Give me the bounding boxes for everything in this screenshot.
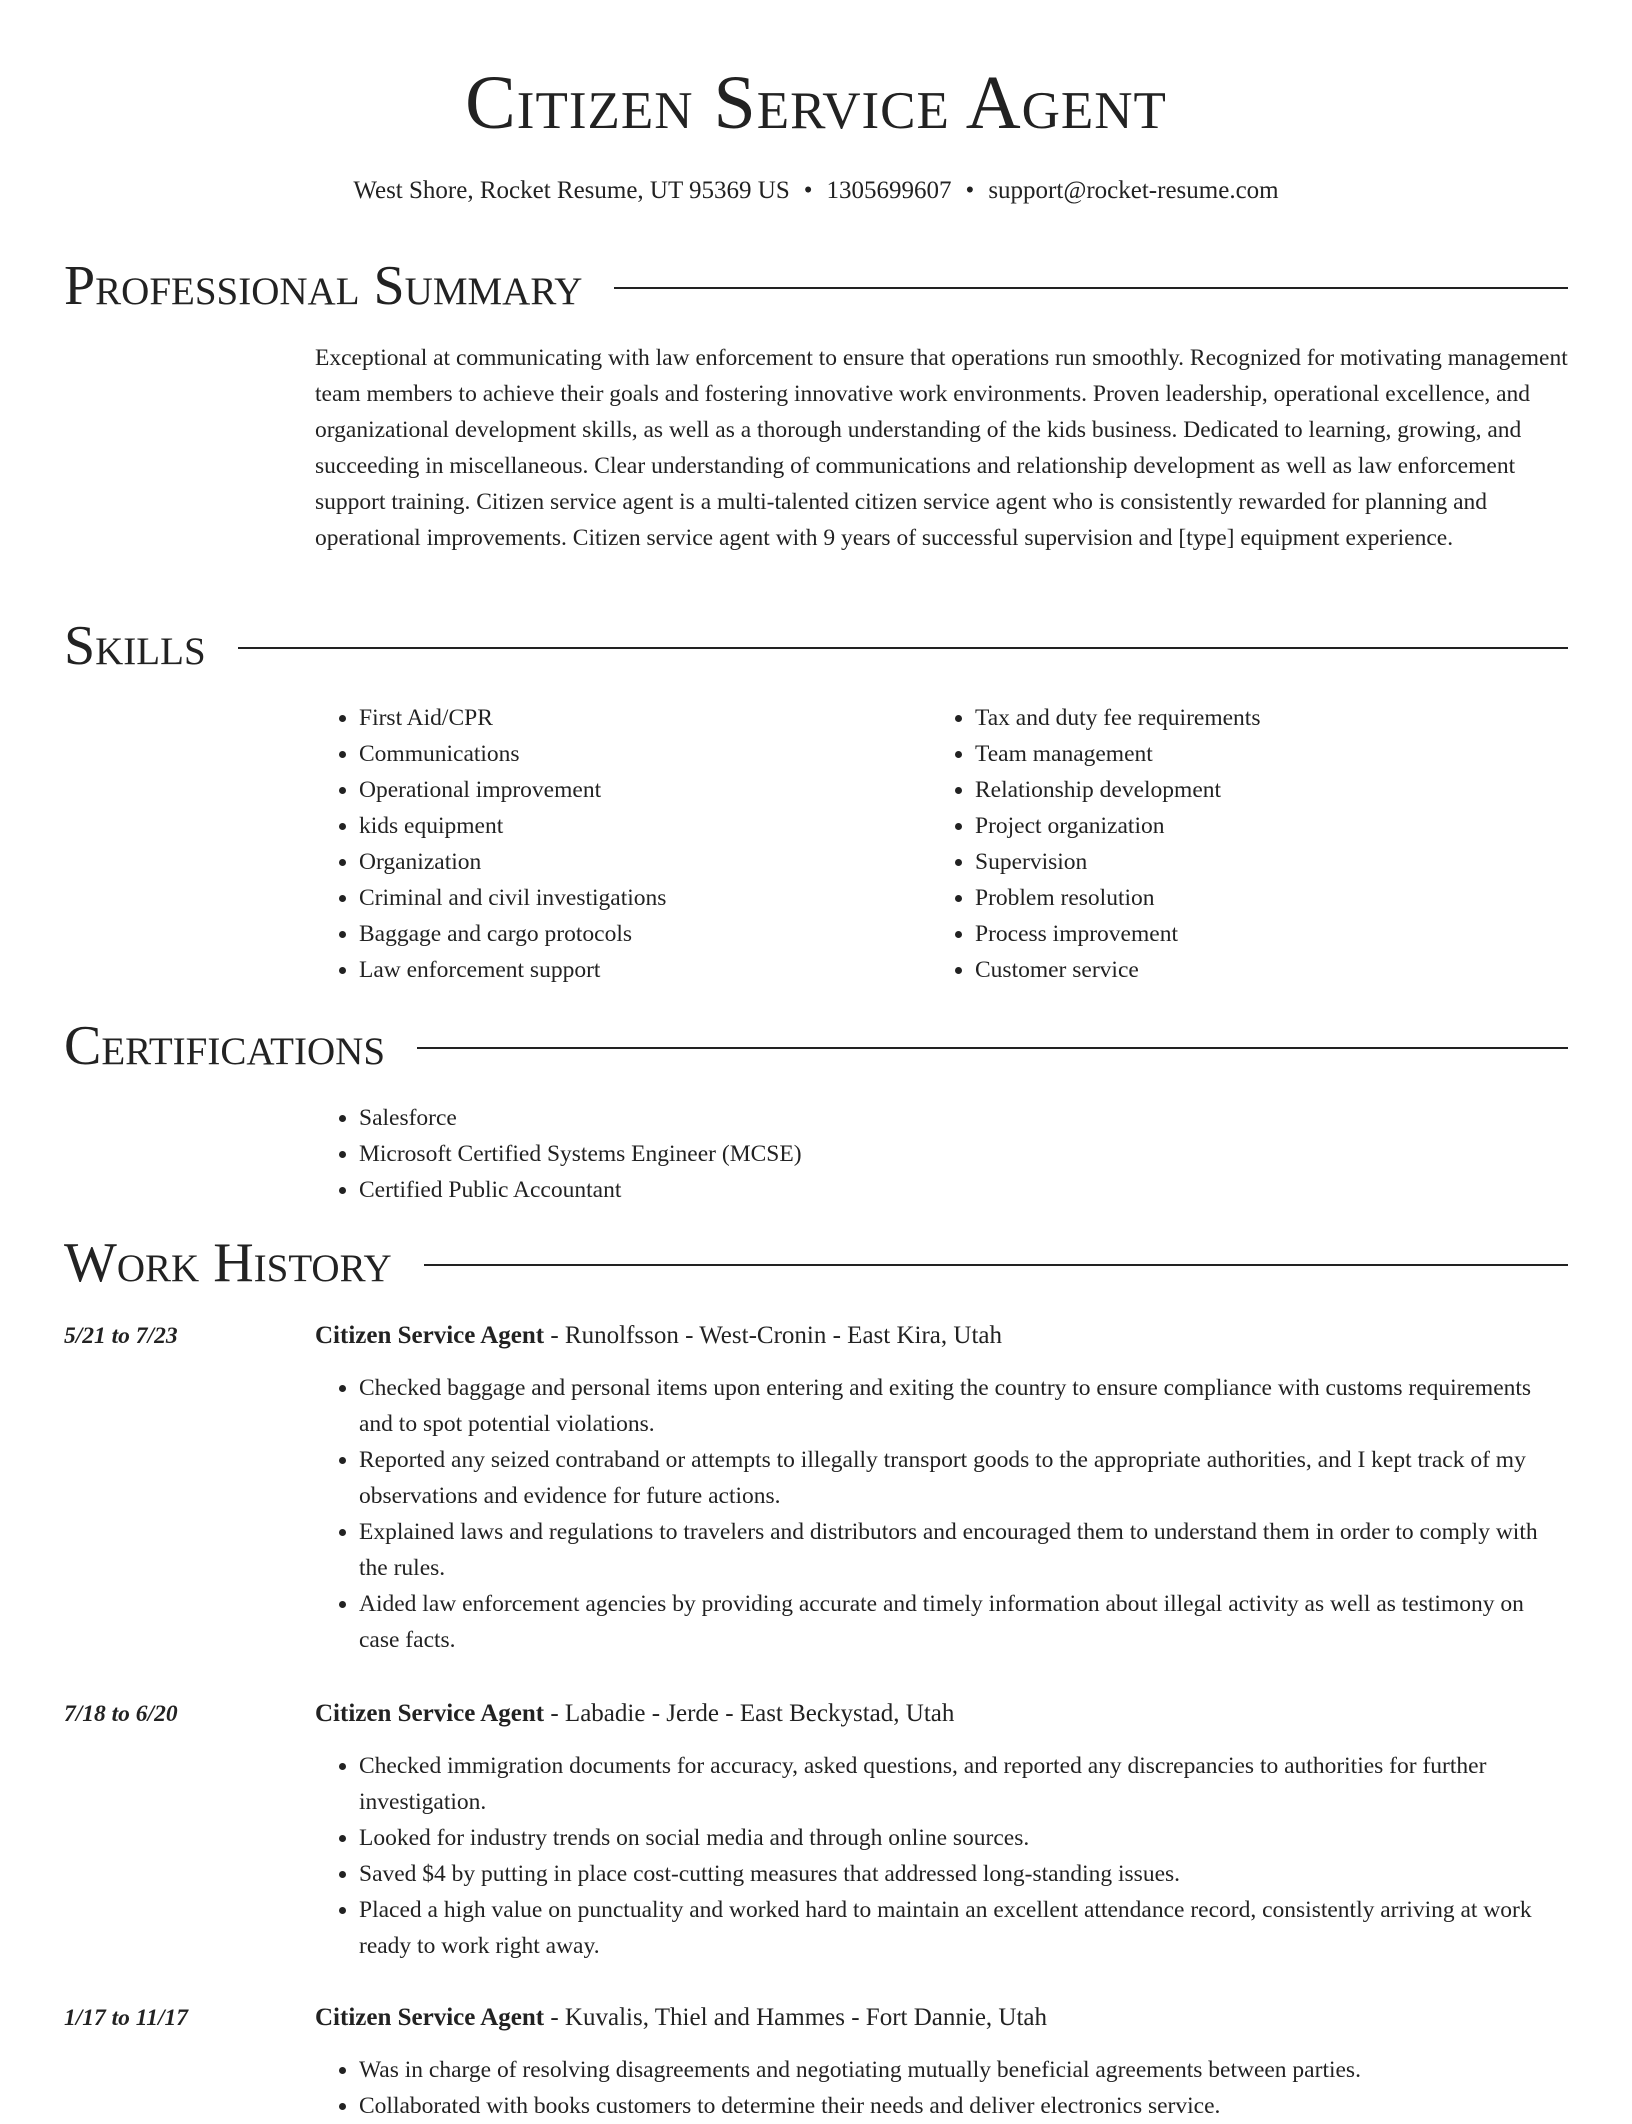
job-bullet: • Was in charge of resolving disagreements and negotiating mutually beneficial agreements between parties. bbox=[359, 2052, 1570, 2088]
separator-dot: • bbox=[803, 177, 813, 204]
skill-item: • Team management bbox=[975, 736, 1531, 772]
job-role: Citizen Service Agent bbox=[315, 1322, 545, 1349]
skill-item: • Relationship development bbox=[975, 772, 1531, 808]
certification-item: • Microsoft Certified Systems Engineer (MCSE) bbox=[359, 1136, 1315, 1172]
job-bullets bbox=[315, 1370, 1570, 1658]
summary-title: Professional Summary bbox=[64, 255, 583, 317]
job-heading bbox=[315, 2000, 1570, 2036]
work-history-section-header bbox=[64, 1231, 1568, 1295]
skill-item: • Communications bbox=[359, 736, 915, 772]
certification-item: • Salesforce bbox=[359, 1100, 1315, 1136]
job-bullet: • Saved $4 by putting in place cost-cutting measures that addressed long-standing issues. bbox=[359, 1856, 1570, 1892]
certifications-title: Certifications bbox=[64, 1015, 386, 1077]
section-divider bbox=[238, 647, 1568, 649]
job-dates: 1/17 to 11/17 bbox=[64, 2005, 189, 2031]
skills-left-column bbox=[315, 700, 915, 988]
section-divider bbox=[614, 287, 1568, 289]
skill-item: • Process improvement bbox=[975, 916, 1531, 952]
address: West Shore, Rocket Resume, UT 95369 US bbox=[353, 177, 790, 204]
job-role: Citizen Service Agent bbox=[315, 1700, 545, 1727]
job-company: - Kuvalis, Thiel and Hammes - Fort Dannie, Utah bbox=[544, 2004, 1048, 2031]
section-divider bbox=[424, 1264, 1568, 1266]
skill-item: • Operational improvement bbox=[359, 772, 915, 808]
certification-item: • Certified Public Accountant bbox=[359, 1172, 1315, 1208]
skill-item: • Customer service bbox=[975, 952, 1531, 988]
skill-item: • Law enforcement support bbox=[359, 952, 915, 988]
job-company: - Labadie - Jerde - East Beckystad, Utah bbox=[544, 1700, 955, 1727]
summary-section-header bbox=[64, 254, 1568, 318]
job-bullets bbox=[315, 2052, 1570, 2124]
job-bullet: • Aided law enforcement agencies by providing accurate and timely information about illegal activity as well as testimony on case facts. bbox=[359, 1586, 1570, 1658]
job-role: Citizen Service Agent bbox=[315, 2004, 545, 2031]
skills-right-column bbox=[931, 700, 1531, 988]
job-heading bbox=[315, 1696, 1570, 1732]
skill-item: • Supervision bbox=[975, 844, 1531, 880]
job-bullet: • Looked for industry trends on social media and through online sources. bbox=[359, 1820, 1570, 1856]
job-company: - Runolfsson - West-Cronin - East Kira, Utah bbox=[544, 1322, 1002, 1349]
summary-text: Exceptional at communicating with law enforcement to ensure that operations run smoothly. Recognized for motivating management team members to achieve their goals and fostering innovative work environments. Proven leadership, operational excellence, and organizational development skills, as well as a thorough understanding of the kids business. Dedicated to learning, growing, and succeeding in miscellaneous. Clear understanding of communications and relationship development as well as law enforcement support training. Citizen service agent is a multi-talented citizen service agent who is consistently rewarded for planning and operational improvements. Citizen service agent with 9 years of successful supervision and [type] equipment experience. bbox=[315, 345, 1568, 551]
skills-title: Skills bbox=[64, 615, 206, 677]
job-bullet: • Reported any seized contraband or attempts to illegally transport goods to the appropriate authorities, and I kept track of my observations and evidence for future actions. bbox=[359, 1442, 1570, 1514]
job-dates: 7/18 to 6/20 bbox=[64, 1701, 178, 1727]
certifications-section-header bbox=[64, 1014, 1568, 1078]
contact-line bbox=[0, 175, 1632, 207]
skill-item: • Problem resolution bbox=[975, 880, 1531, 916]
skill-item: • Project organization bbox=[975, 808, 1531, 844]
skill-item: • Baggage and cargo protocols bbox=[359, 916, 915, 952]
work-history-title: Work History bbox=[64, 1232, 392, 1294]
job-dates: 5/21 to 7/23 bbox=[64, 1323, 178, 1349]
skill-item: • Criminal and civil investigations bbox=[359, 880, 915, 916]
skills-section-header bbox=[64, 614, 1568, 678]
section-divider bbox=[417, 1047, 1568, 1049]
email-link[interactable]: support@rocket-resume.com bbox=[988, 177, 1279, 204]
candidate-name: Citizen Service Agent bbox=[465, 61, 1167, 145]
certifications-list bbox=[315, 1100, 1315, 1208]
job-bullet: • Collaborated with books customers to determine their needs and deliver electronics service. bbox=[359, 2088, 1570, 2124]
job-bullet: • Checked baggage and personal items upon entering and exiting the country to ensure compliance with customs requirements and to spot potential violations. bbox=[359, 1370, 1570, 1442]
skill-item: • kids equipment bbox=[359, 808, 915, 844]
skill-item: • Organization bbox=[359, 844, 915, 880]
skill-item: • First Aid/CPR bbox=[359, 700, 915, 736]
skill-item: • Tax and duty fee requirements bbox=[975, 700, 1531, 736]
job-bullet: • Checked immigration documents for accuracy, asked questions, and reported any discrepancies to authorities for further investigation. bbox=[359, 1748, 1570, 1820]
job-bullets bbox=[315, 1748, 1570, 1964]
phone: 1305699607 bbox=[826, 177, 952, 204]
job-bullet: • Placed a high value on punctuality and worked hard to maintain an excellent attendance record, consistently arriving at work ready to work right away. bbox=[359, 1892, 1570, 1964]
separator-dot: • bbox=[965, 177, 975, 204]
job-bullet: • Explained laws and regulations to travelers and distributors and encouraged them to understand them in order to comply with the rules. bbox=[359, 1514, 1570, 1586]
job-heading bbox=[315, 1318, 1570, 1354]
